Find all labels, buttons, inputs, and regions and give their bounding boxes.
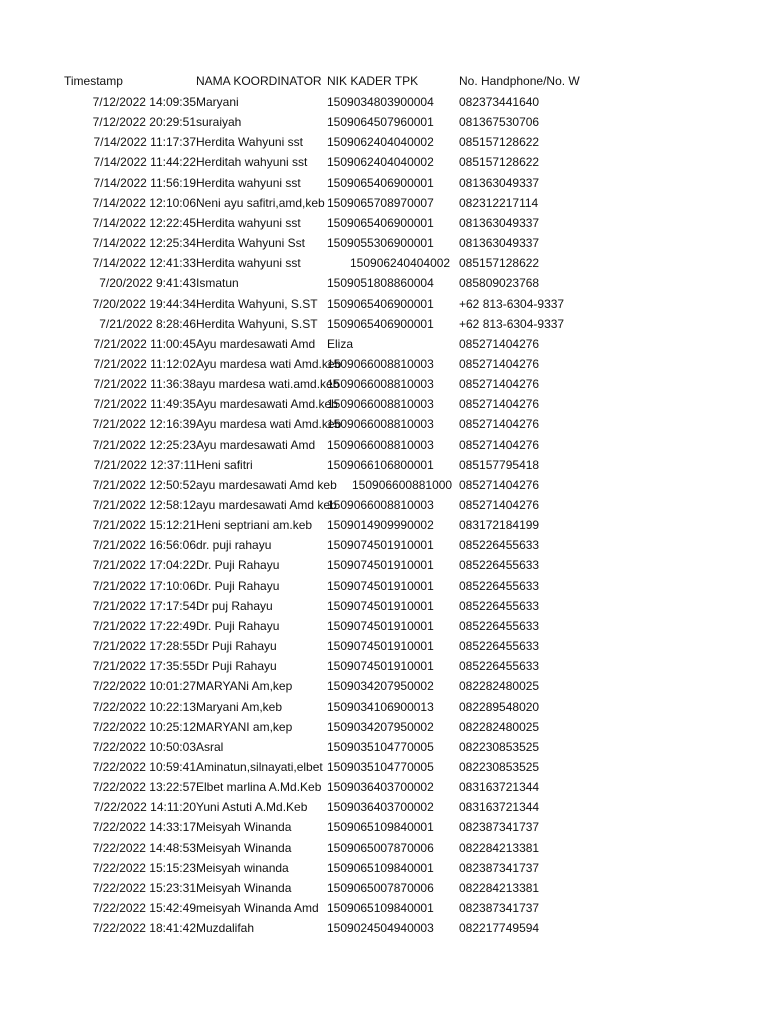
nik-cell: 1509065708970007 bbox=[327, 195, 434, 210]
name-cell: Ayu mardesawati Amd.keb bbox=[196, 397, 338, 412]
name-cell: Herdita Wahyuni Sst bbox=[196, 236, 305, 251]
table-row bbox=[0, 475, 768, 495]
nik-cell: 1509065007870006 bbox=[327, 880, 434, 895]
name-cell: Heni safitri bbox=[196, 457, 253, 472]
timestamp-cell: 7/21/2022 15:12:21 bbox=[92, 518, 196, 533]
phone-cell: 085271404276 bbox=[459, 397, 540, 412]
nik-cell: 1509062404040002 bbox=[327, 135, 434, 150]
name-cell: meisyah Winanda Amd bbox=[196, 901, 319, 915]
nik-cell: 1509074501910001 bbox=[327, 558, 434, 573]
header-nik-kader: NIK KADER TPK bbox=[327, 74, 419, 88]
timestamp-cell: 7/12/2022 20:29:51 bbox=[92, 115, 196, 130]
table-row bbox=[0, 596, 768, 616]
name-cell: Meisyah Winanda bbox=[196, 820, 292, 835]
phone-cell: 085271404276 bbox=[459, 498, 540, 512]
nik-cell: 1509065007870006 bbox=[327, 840, 434, 855]
name-cell: Maryani bbox=[196, 95, 239, 109]
table-row bbox=[0, 152, 768, 172]
table-row bbox=[0, 273, 768, 293]
table-row bbox=[0, 334, 768, 354]
phone-cell: 082284213381 bbox=[459, 880, 540, 895]
header-row bbox=[0, 71, 768, 91]
name-cell: ayu mardesawati Amd keb bbox=[196, 477, 337, 492]
timestamp-cell: 7/22/2022 15:15:23 bbox=[92, 860, 196, 875]
timestamp-cell: 7/21/2022 17:22:49 bbox=[92, 618, 196, 633]
name-cell: Herdita wahyuni sst bbox=[196, 215, 301, 230]
timestamp-cell: 7/21/2022 11:12:02 bbox=[93, 356, 196, 371]
timestamp-cell: 7/14/2022 11:17:37 bbox=[93, 135, 196, 150]
phone-cell: 082312217114 bbox=[459, 195, 539, 210]
timestamp-cell: 7/14/2022 12:25:34 bbox=[92, 236, 196, 251]
phone-cell: 085809023768 bbox=[459, 276, 540, 291]
nik-cell: 1509074501910001 bbox=[327, 639, 434, 654]
name-cell: Herdita Wahyuni, S.ST bbox=[196, 316, 318, 331]
table-row bbox=[0, 253, 768, 273]
table-row bbox=[0, 797, 768, 817]
name-cell: Ayu mardesa wati Amd.keb bbox=[196, 417, 342, 432]
nik-cell: 1509036403700002 bbox=[327, 800, 434, 815]
phone-cell: 082282480025 bbox=[459, 679, 540, 694]
name-cell: dr. puji rahayu bbox=[196, 538, 272, 553]
phone-cell: 085271404276 bbox=[459, 336, 540, 351]
name-cell: Neni ayu safitri,amd,keb bbox=[196, 195, 325, 210]
table-row bbox=[0, 676, 768, 696]
table-row bbox=[0, 193, 768, 213]
nik-cell: 1509066008810003 bbox=[327, 417, 434, 432]
timestamp-cell: 7/22/2022 14:33:17 bbox=[92, 820, 196, 835]
name-cell: Yuni Astuti A.Md.Keb bbox=[196, 800, 308, 815]
table-row bbox=[0, 777, 768, 797]
name-cell: Ayu mardesawati Amd bbox=[196, 437, 316, 452]
phone-cell: +62 813-6304-9337 bbox=[459, 316, 565, 331]
nik-cell: 1509034207950002 bbox=[327, 719, 434, 734]
phone-cell: +62 813-6304-9337 bbox=[459, 296, 565, 311]
timestamp-cell: 7/22/2022 15:23:31 bbox=[92, 880, 196, 895]
nik-cell: Eliza bbox=[327, 336, 354, 351]
table-row bbox=[0, 92, 768, 112]
nik-cell: 150906600881000 bbox=[352, 477, 453, 492]
name-cell: Muzdalifah bbox=[196, 921, 255, 936]
timestamp-cell: 7/21/2022 12:37:11 bbox=[93, 457, 196, 472]
table-row bbox=[0, 616, 768, 636]
nik-cell: 1509051808860004 bbox=[327, 276, 434, 291]
nik-cell: 1509065406900001 bbox=[327, 215, 434, 230]
table-row bbox=[0, 374, 768, 394]
name-cell: Meisyah Winanda bbox=[196, 840, 292, 855]
name-cell: Herdita Wahyuni, S.ST bbox=[196, 296, 318, 311]
timestamp-cell: 7/21/2022 11:49:35 bbox=[93, 397, 196, 412]
nik-cell: 1509074501910001 bbox=[327, 598, 434, 613]
name-cell: Dr. Puji Rahayu bbox=[196, 618, 280, 633]
name-cell: Elbet marlina A.Md.Keb bbox=[196, 780, 322, 795]
nik-cell: 1509074501910001 bbox=[327, 578, 434, 593]
phone-cell: 082282480025 bbox=[459, 719, 540, 734]
phone-cell: 082373441640 bbox=[459, 95, 540, 109]
table-row bbox=[0, 112, 768, 132]
nik-cell: 1509074501910001 bbox=[327, 538, 434, 553]
nik-cell: 1509064507960001 bbox=[327, 115, 434, 130]
timestamp-cell: 7/21/2022 12:58:12 bbox=[92, 498, 196, 512]
table-row bbox=[0, 455, 768, 475]
table-row bbox=[0, 555, 768, 575]
name-cell: Meisyah winanda bbox=[196, 860, 289, 875]
timestamp-cell: 7/22/2022 14:11:20 bbox=[93, 800, 196, 815]
timestamp-cell: 7/14/2022 12:22:45 bbox=[92, 215, 196, 230]
timestamp-cell: 7/20/2022 9:41:43 bbox=[99, 276, 196, 291]
name-cell: Ismatun bbox=[196, 276, 239, 291]
table-row bbox=[0, 394, 768, 414]
nik-cell: 1509055306900001 bbox=[327, 236, 434, 251]
phone-cell: 081363049337 bbox=[459, 236, 540, 251]
nik-cell: 1509066008810003 bbox=[327, 356, 434, 371]
timestamp-cell: 7/21/2022 17:17:54 bbox=[92, 598, 196, 613]
table-row bbox=[0, 314, 768, 334]
phone-cell: 085157795418 bbox=[459, 457, 540, 472]
phone-cell: 082387341737 bbox=[459, 860, 540, 875]
nik-cell: 1509065406900001 bbox=[327, 316, 434, 331]
timestamp-cell: 7/22/2022 18:41:42 bbox=[92, 921, 196, 936]
phone-cell: 085271404276 bbox=[459, 477, 540, 492]
name-cell: Herdita Wahyuni sst bbox=[196, 135, 303, 150]
phone-cell: 083172184199 bbox=[459, 518, 540, 533]
phone-cell: 082289548020 bbox=[459, 699, 540, 714]
name-cell: Ayu mardesa wati Amd.keb bbox=[196, 356, 342, 371]
phone-cell: 085157128622 bbox=[459, 135, 540, 150]
phone-cell: 085226455633 bbox=[459, 578, 540, 593]
nik-cell: 1509065109840001 bbox=[327, 820, 434, 835]
table-row bbox=[0, 576, 768, 596]
phone-cell: 085226455633 bbox=[459, 639, 540, 654]
timestamp-cell: 7/12/2022 14:09:35 bbox=[92, 95, 196, 109]
timestamp-cell: 7/22/2022 10:01:27 bbox=[92, 679, 196, 694]
nik-cell: 1509014909990002 bbox=[327, 518, 434, 533]
table-row bbox=[0, 858, 768, 878]
phone-cell: 083163721344 bbox=[459, 780, 540, 795]
nik-cell: 1509074501910001 bbox=[327, 618, 434, 633]
timestamp-cell: 7/14/2022 11:44:22 bbox=[93, 155, 196, 170]
name-cell: Heni septriani am.keb bbox=[196, 518, 313, 533]
header-phone: No. Handphone/No. W bbox=[459, 74, 580, 88]
nik-cell: 1509036403700002 bbox=[327, 780, 434, 795]
timestamp-cell: 7/20/2022 19:44:34 bbox=[92, 296, 196, 311]
timestamp-cell: 7/22/2022 10:59:41 bbox=[92, 759, 196, 774]
phone-cell: 085226455633 bbox=[459, 618, 540, 633]
phone-cell: 085226455633 bbox=[459, 558, 540, 573]
phone-cell: 085271404276 bbox=[459, 356, 540, 371]
timestamp-cell: 7/21/2022 17:10:06 bbox=[92, 578, 196, 593]
nik-cell: 150906240404002 bbox=[350, 256, 451, 271]
name-cell: Asral bbox=[196, 739, 224, 754]
timestamp-cell: 7/14/2022 11:56:19 bbox=[93, 175, 196, 190]
nik-cell: 1509065109840001 bbox=[327, 860, 434, 875]
table-row bbox=[0, 495, 768, 515]
phone-cell: 082230853525 bbox=[459, 759, 540, 774]
table-row bbox=[0, 656, 768, 676]
timestamp-cell: 7/22/2022 15:42:49 bbox=[92, 901, 196, 915]
table-row bbox=[0, 132, 768, 152]
table-row bbox=[0, 757, 768, 777]
phone-cell: 083163721344 bbox=[459, 800, 540, 815]
timestamp-cell: 7/21/2022 12:50:52 bbox=[92, 477, 196, 492]
name-cell: MARYANi Am,kep bbox=[196, 679, 293, 694]
timestamp-cell: 7/22/2022 10:25:12 bbox=[92, 719, 196, 734]
table-row bbox=[0, 717, 768, 737]
timestamp-cell: 7/21/2022 11:36:38 bbox=[93, 377, 196, 392]
timestamp-cell: 7/14/2022 12:41:33 bbox=[92, 256, 196, 271]
nik-cell: 1509024504940003 bbox=[327, 921, 434, 936]
nik-cell: 1509035104770005 bbox=[327, 759, 434, 774]
phone-cell: 082387341737 bbox=[459, 820, 540, 835]
table-row bbox=[0, 213, 768, 233]
nik-cell: 1509065406900001 bbox=[327, 175, 434, 190]
table-row bbox=[0, 414, 768, 434]
timestamp-cell: 7/21/2022 12:16:39 bbox=[92, 417, 196, 432]
table-row bbox=[0, 354, 768, 374]
nik-cell: 1509034106900013 bbox=[327, 699, 434, 714]
timestamp-cell: 7/22/2022 10:22:13 bbox=[92, 699, 196, 714]
table-row bbox=[0, 817, 768, 837]
nik-cell: 1509074501910001 bbox=[327, 659, 434, 674]
name-cell: suraiyah bbox=[196, 115, 242, 130]
table-row bbox=[0, 294, 768, 314]
name-cell: Aminatun,silnayati,elbet bbox=[196, 759, 323, 774]
table-row bbox=[0, 838, 768, 858]
table-row bbox=[0, 173, 768, 193]
timestamp-cell: 7/21/2022 17:28:55 bbox=[92, 639, 196, 654]
phone-cell: 081363049337 bbox=[459, 215, 540, 230]
table-row bbox=[0, 737, 768, 757]
phone-cell: 081363049337 bbox=[459, 175, 540, 190]
nik-cell: 1509065109840001 bbox=[327, 901, 434, 915]
nik-cell: 1509066008810003 bbox=[327, 397, 434, 412]
name-cell: Dr Puji Rahayu bbox=[196, 659, 277, 674]
phone-cell: 085226455633 bbox=[459, 538, 540, 553]
header-timestamp: Timestamp bbox=[64, 74, 123, 88]
phone-cell: 085226455633 bbox=[459, 598, 540, 613]
table-row bbox=[0, 515, 768, 535]
nik-cell: 1509035104770005 bbox=[327, 739, 434, 754]
table-row bbox=[0, 636, 768, 656]
table-row bbox=[0, 878, 768, 898]
nik-cell: 1509066008810003 bbox=[327, 437, 434, 452]
timestamp-cell: 7/21/2022 17:35:55 bbox=[92, 659, 196, 674]
timestamp-cell: 7/21/2022 17:04:22 bbox=[92, 558, 196, 573]
name-cell: Dr. Puji Rahayu bbox=[196, 558, 280, 573]
phone-cell: 081367530706 bbox=[459, 115, 540, 130]
phone-cell: 085157128622 bbox=[459, 155, 540, 170]
nik-cell: 1509065406900001 bbox=[327, 296, 434, 311]
phone-cell: 085271404276 bbox=[459, 417, 540, 432]
phone-cell: 085271404276 bbox=[459, 437, 540, 452]
phone-cell: 085157128622 bbox=[459, 256, 540, 271]
table-row bbox=[0, 697, 768, 717]
phone-cell: 085271404276 bbox=[459, 377, 540, 392]
nik-cell: 1509066106800001 bbox=[327, 457, 434, 472]
name-cell: ayu mardesawati Amd keb bbox=[196, 498, 337, 512]
timestamp-cell: 7/21/2022 16:56:06 bbox=[92, 538, 196, 553]
table-row bbox=[0, 898, 768, 918]
nik-cell: 1509066008810003 bbox=[327, 498, 434, 512]
name-cell: ayu mardesa wati.amd.keb bbox=[196, 377, 340, 392]
header-nama-koordinator: NAMA KOORDINATOR bbox=[196, 74, 322, 88]
nik-cell: 1509062404040002 bbox=[327, 155, 434, 170]
nik-cell: 1509034803900004 bbox=[327, 95, 434, 109]
name-cell: Maryani Am,keb bbox=[196, 699, 283, 714]
name-cell: Meisyah Winanda bbox=[196, 880, 292, 895]
timestamp-cell: 7/14/2022 12:10:06 bbox=[92, 195, 196, 210]
phone-cell: 082217749594 bbox=[459, 921, 540, 936]
name-cell: MARYANI am,kep bbox=[196, 719, 293, 734]
phone-cell: 082387341737 bbox=[459, 901, 540, 915]
timestamp-cell: 7/21/2022 11:00:45 bbox=[93, 336, 196, 351]
name-cell: Herditah wahyuni sst bbox=[196, 155, 308, 170]
timestamp-cell: 7/22/2022 10:50:03 bbox=[92, 739, 196, 754]
table-row bbox=[0, 233, 768, 253]
name-cell: Dr. Puji Rahayu bbox=[196, 578, 280, 593]
phone-cell: 082284213381 bbox=[459, 840, 540, 855]
timestamp-cell: 7/21/2022 8:28:46 bbox=[99, 316, 196, 331]
name-cell: Ayu mardesawati Amd bbox=[196, 336, 316, 351]
table-row bbox=[0, 918, 768, 938]
timestamp-cell: 7/21/2022 12:25:23 bbox=[92, 437, 196, 452]
name-cell: Herdita wahyuni sst bbox=[196, 175, 301, 190]
name-cell: Dr puj Rahayu bbox=[196, 598, 273, 613]
phone-cell: 082230853525 bbox=[459, 739, 540, 754]
nik-cell: 1509034207950002 bbox=[327, 679, 434, 694]
name-cell: Dr Puji Rahayu bbox=[196, 639, 277, 654]
name-cell: Herdita wahyuni sst bbox=[196, 256, 301, 271]
timestamp-cell: 7/22/2022 14:48:53 bbox=[92, 840, 196, 855]
timestamp-cell: 7/22/2022 13:22:57 bbox=[92, 780, 196, 795]
table-row bbox=[0, 535, 768, 555]
nik-cell: 1509066008810003 bbox=[327, 377, 434, 392]
table-row bbox=[0, 435, 768, 455]
phone-cell: 085226455633 bbox=[459, 659, 540, 674]
